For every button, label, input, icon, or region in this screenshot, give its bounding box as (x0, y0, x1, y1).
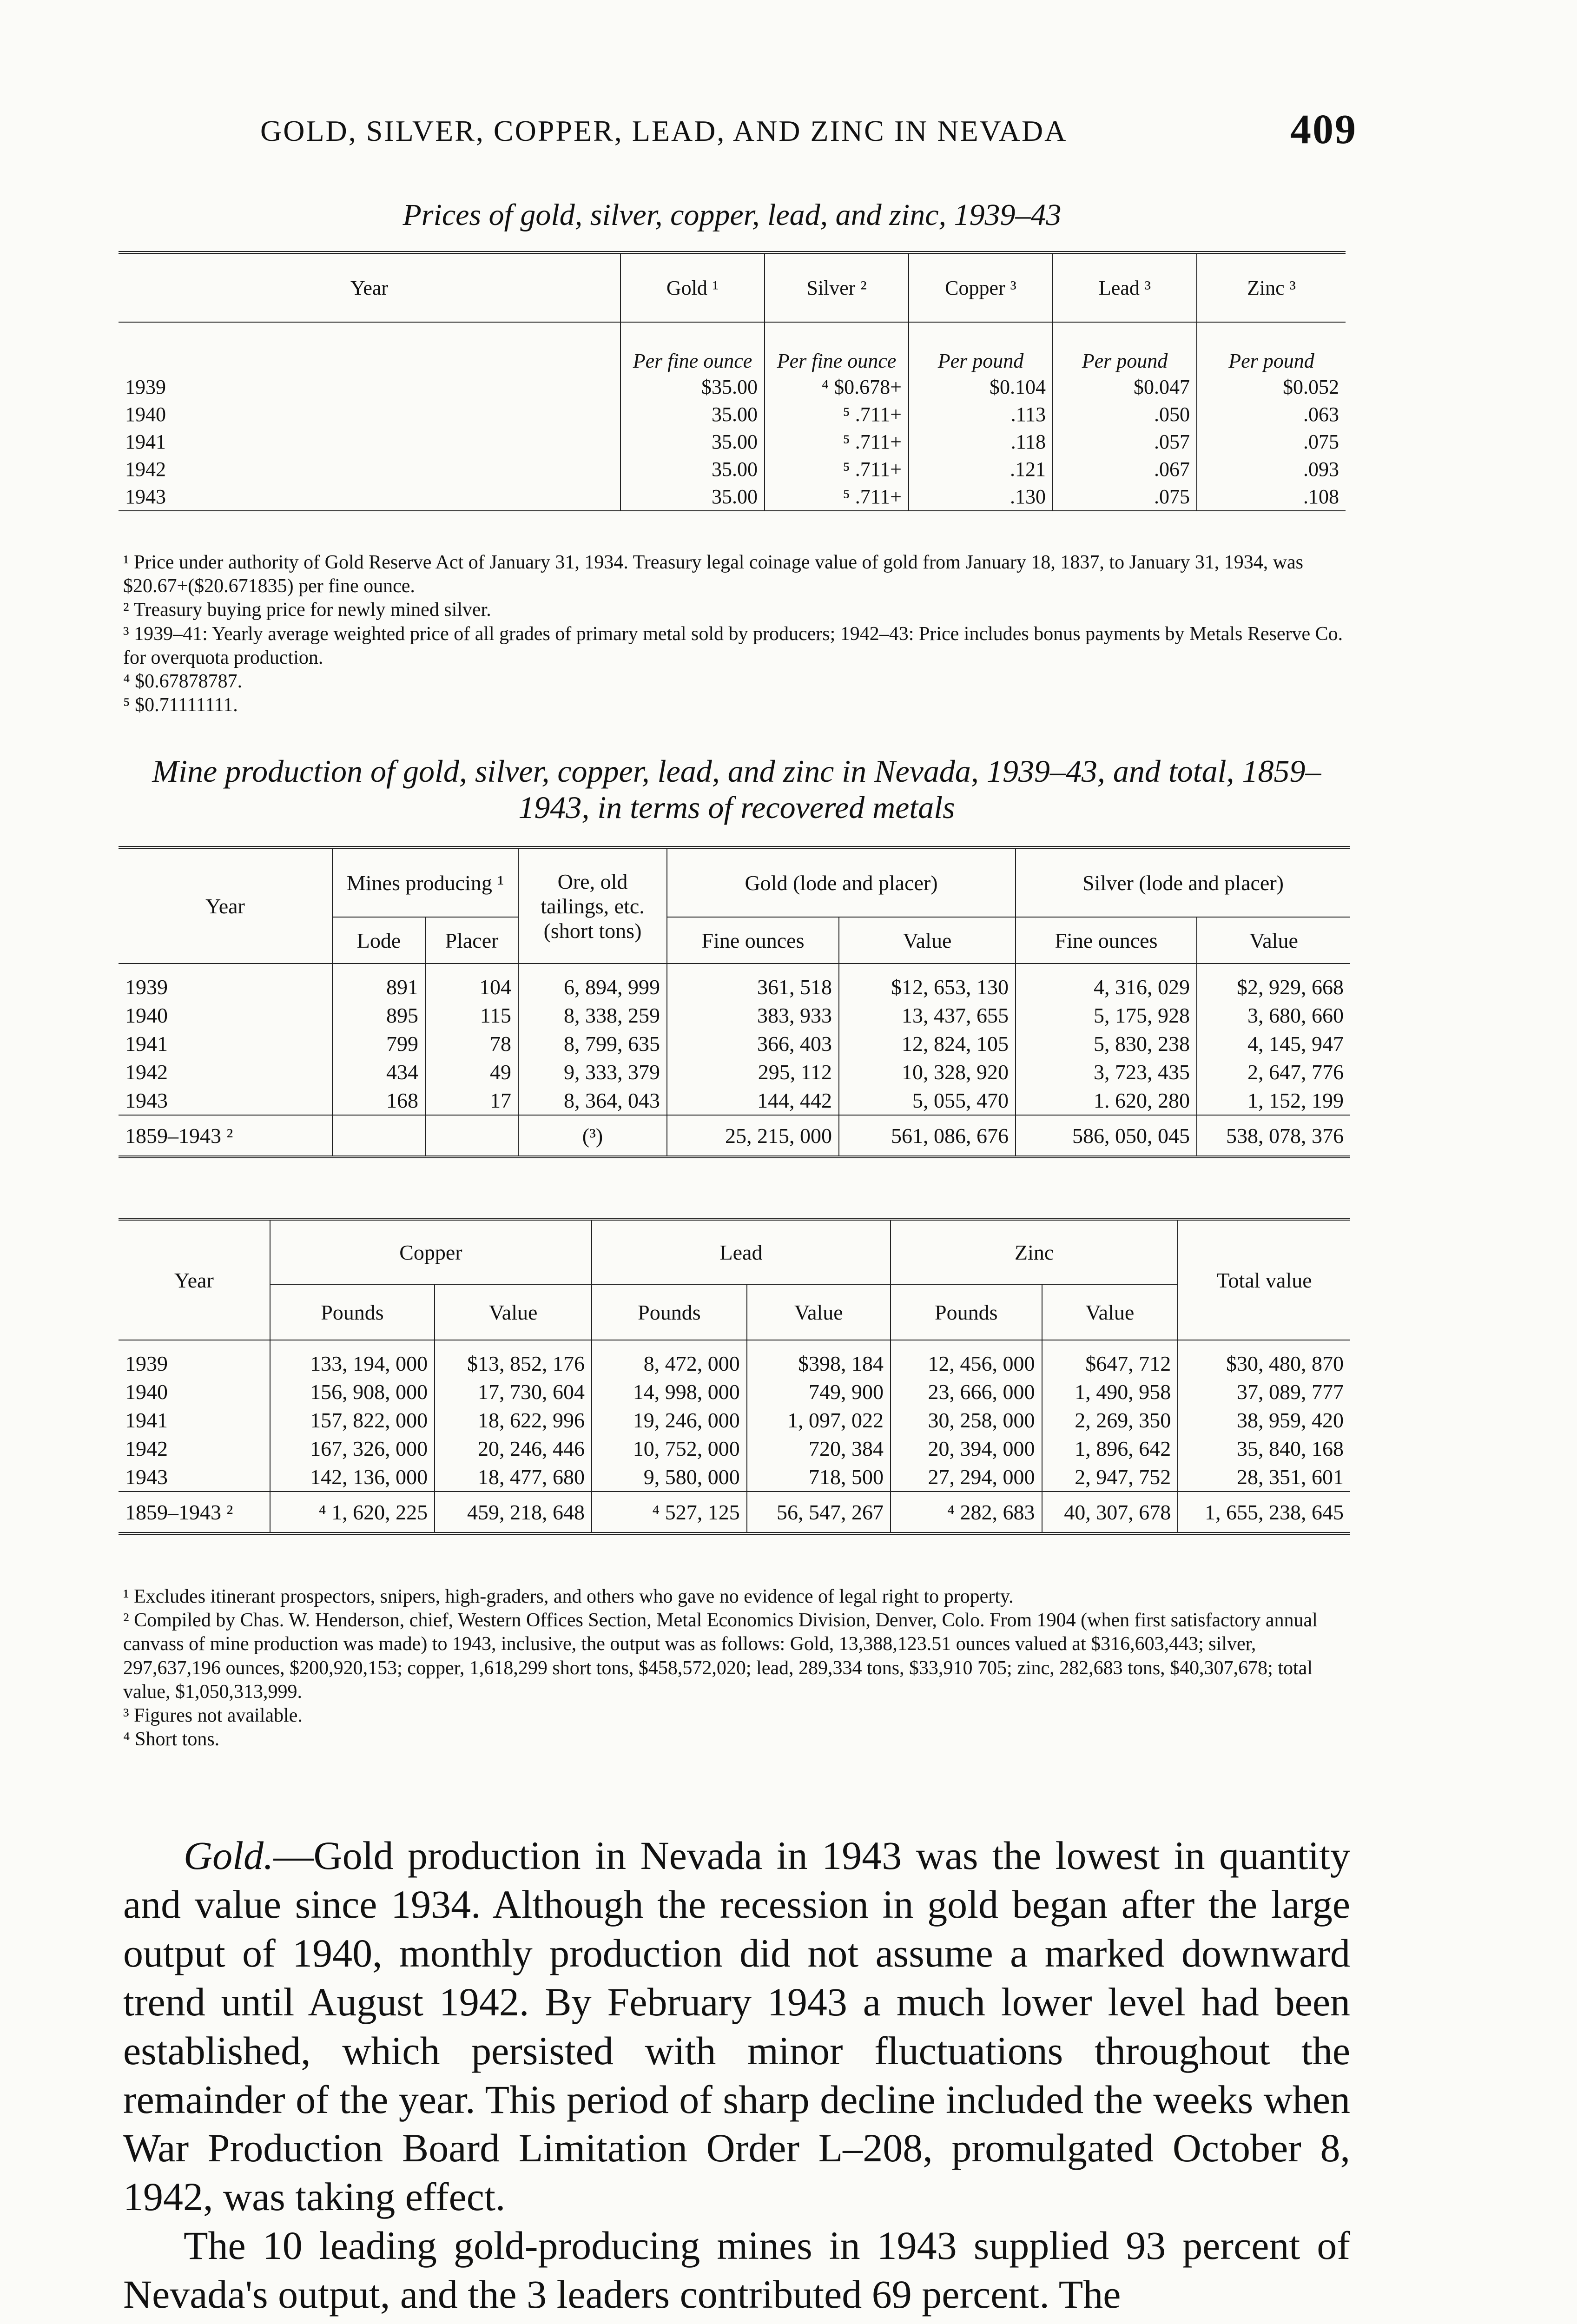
zinc-value-cell: 2, 947, 752 (1042, 1463, 1178, 1492)
lead-pounds-cell: 19, 246, 000 (592, 1406, 747, 1434)
total-value-cell: 38, 959, 420 (1178, 1406, 1350, 1434)
silver-oz-cell: 586, 050, 045 (1016, 1115, 1197, 1157)
year-cell: 1939 (125, 1352, 168, 1375)
silver-value-cell: 2, 647, 776 (1197, 1058, 1350, 1086)
zinc-price: $0.052 (1197, 373, 1346, 401)
placer-cell: 49 (425, 1058, 518, 1086)
year-cell: 1943 (125, 1465, 168, 1489)
gold-price: 35.00 (620, 401, 765, 428)
header-title: GOLD, SILVER, COPPER, LEAD, AND ZINC IN NEVADA (260, 114, 1068, 147)
total-label: 1859–1943 ² (125, 1500, 233, 1524)
ore-cell: 6, 894, 999 (518, 973, 667, 1001)
silver-value-cell: 4, 145, 947 (1197, 1030, 1350, 1058)
table-row (119, 1001, 1350, 1030)
silver-price: ⁴ $0.678+ (765, 373, 909, 401)
copper-pounds-cell: 157, 822, 000 (270, 1406, 435, 1434)
footnote: ⁴ $0.67878787. (123, 671, 243, 693)
placer-cell: 17 (425, 1086, 518, 1115)
year-cell: 1942 (125, 458, 166, 481)
year-cell: 1943 (125, 1089, 168, 1112)
gold-oz-cell: 361, 518 (667, 973, 839, 1001)
prices-header-row (119, 252, 1346, 322)
ore-cell: (³) (518, 1115, 667, 1157)
col-zinc: Zinc (891, 1219, 1178, 1284)
production-footnotes (123, 1585, 1350, 1752)
total-value-cell: 37, 089, 777 (1178, 1378, 1350, 1406)
zinc-value-cell: 2, 269, 350 (1042, 1406, 1178, 1434)
lead-pounds-cell: ⁴ 527, 125 (592, 1492, 747, 1533)
col-copper-pounds: Pounds (270, 1284, 435, 1340)
col-silver-ounces: Fine ounces (1016, 917, 1197, 964)
unit-lead: Per pound (1053, 322, 1197, 373)
gold-value-cell: 12, 824, 105 (839, 1030, 1016, 1058)
zinc-value-cell: 1, 490, 958 (1042, 1378, 1178, 1406)
footnote: ⁴ Short tons. (123, 1729, 220, 1750)
zinc-price: .093 (1197, 456, 1346, 483)
col-silver-value: Value (1197, 917, 1350, 964)
col-lead-value: Value (747, 1284, 891, 1340)
lode-cell (332, 1115, 425, 1157)
copper-price: .121 (909, 456, 1053, 483)
copper-pounds-cell: ⁴ 1, 620, 225 (270, 1492, 435, 1533)
production-header-row (119, 1219, 1350, 1284)
paragraph (123, 1831, 1350, 2221)
silver-oz-cell: 5, 175, 928 (1016, 1001, 1197, 1030)
prices-col-gold: Gold ¹ (620, 252, 765, 322)
total-row (119, 1492, 1350, 1533)
lead-price: .067 (1053, 456, 1197, 483)
zinc-price: .108 (1197, 483, 1346, 511)
col-gold-ounces: Fine ounces (667, 917, 839, 964)
table-row (119, 428, 1346, 456)
copper-pounds-cell: 167, 326, 000 (270, 1434, 435, 1463)
silver-value-cell: 1, 152, 199 (1197, 1086, 1350, 1115)
total-label: 1859–1943 ² (125, 1123, 233, 1148)
copper-price: $0.104 (909, 373, 1053, 401)
lead-value-cell: 749, 900 (747, 1378, 891, 1406)
total-value-cell: 35, 840, 168 (1178, 1434, 1350, 1463)
lead-pounds-cell: 10, 752, 000 (592, 1434, 747, 1463)
prices-col-zinc: Zinc ³ (1197, 252, 1346, 322)
paragraph-text: —Gold production in Nevada in 1943 was the lowest in quantity and value since 1934. Although the recession in gold began after the large output of 1940, monthly production did not assume a marked downward trend until August 1942. By February 1943 a much lower level had been established, which persisted with minor fluctuations throughout the remainder of the year. This period of sharp decline included the weeks when War Production Board Limitation Order L–208, promulgated October 8, 1942, was taking effect. (123, 1833, 1350, 2219)
lead-pounds-cell: 9, 580, 000 (592, 1463, 747, 1492)
col-copper: Copper (270, 1219, 592, 1284)
ore-cell: 8, 338, 259 (518, 1001, 667, 1030)
col-copper-value: Value (435, 1284, 592, 1340)
gold-value-cell: 13, 437, 655 (839, 1001, 1016, 1030)
silver-value-cell: 538, 078, 376 (1197, 1115, 1350, 1157)
footnote: ³ 1939–41: Yearly average weighted price of all grades of primary metal sold by producers; 1942–43: Price includes bonus payments by Metals Reserve Co. for overquota production. (123, 623, 1343, 668)
placer-cell: 104 (425, 973, 518, 1001)
col-placer: Placer (425, 917, 518, 964)
copper-value-cell: 20, 246, 446 (435, 1434, 592, 1463)
silver-price: ⁵ .711+ (765, 401, 909, 428)
total-value-cell: 1, 655, 238, 645 (1178, 1492, 1350, 1533)
lead-pounds-cell: 14, 998, 000 (592, 1378, 747, 1406)
gold-value-cell: 5, 055, 470 (839, 1086, 1016, 1115)
paragraph: The 10 leading gold-producing mines in 1943 supplied 93 percent of Nevada's output, and the 3 leaders contributed 69 percent. The (123, 2223, 1350, 2317)
zinc-price: .063 (1197, 401, 1346, 428)
col-lode: Lode (332, 917, 425, 964)
year-cell: 1941 (125, 1408, 168, 1432)
copper-price: .113 (909, 401, 1053, 428)
col-gold: Gold (lode and placer) (667, 847, 1016, 917)
table-row (119, 401, 1346, 428)
lead-price: $0.047 (1053, 373, 1197, 401)
gold-oz-cell: 366, 403 (667, 1030, 839, 1058)
zinc-value-cell: 1, 896, 642 (1042, 1434, 1178, 1463)
silver-value-cell: $2, 929, 668 (1197, 973, 1350, 1001)
copper-value-cell: $13, 852, 176 (435, 1349, 592, 1378)
lead-value-cell: 720, 384 (747, 1434, 891, 1463)
table-row (119, 483, 1346, 511)
ore-cell: 8, 364, 043 (518, 1086, 667, 1115)
copper-value-cell: 17, 730, 604 (435, 1378, 592, 1406)
gold-oz-cell: 295, 112 (667, 1058, 839, 1086)
prices-table (119, 251, 1346, 511)
placer-cell: 115 (425, 1001, 518, 1030)
silver-price: ⁵ .711+ (765, 483, 909, 511)
lead-value-cell: 1, 097, 022 (747, 1406, 891, 1434)
zinc-pounds-cell: 12, 456, 000 (891, 1349, 1042, 1378)
table-row (119, 1349, 1350, 1378)
col-gold-value: Value (839, 917, 1016, 964)
gold-oz-cell: 144, 442 (667, 1086, 839, 1115)
gold-price: 35.00 (620, 483, 765, 511)
placer-cell (425, 1115, 518, 1157)
copper-pounds-cell: 156, 908, 000 (270, 1378, 435, 1406)
gold-price: 35.00 (620, 428, 765, 456)
zinc-price: .075 (1197, 428, 1346, 456)
year-cell: 1941 (125, 1032, 168, 1056)
year-cell: 1943 (125, 485, 166, 508)
lead-value-cell: $398, 184 (747, 1349, 891, 1378)
col-total-value: Total value (1178, 1219, 1350, 1340)
production-table-gold-silver (119, 846, 1350, 1158)
table-row (119, 1086, 1350, 1115)
lead-price: .075 (1053, 483, 1197, 511)
prices-col-lead: Lead ³ (1053, 252, 1197, 322)
production-caption: Mine production of gold, silver, copper, lead, and zinc in Nevada, 1939–43, and total, 1859–1943, in terms of recovered metals (152, 753, 1321, 825)
lead-value-cell: 56, 547, 267 (747, 1492, 891, 1533)
col-year: Year (174, 1268, 214, 1292)
table-row (119, 1378, 1350, 1406)
lead-price: .050 (1053, 401, 1197, 428)
col-silver: Silver (lode and placer) (1016, 847, 1350, 917)
year-cell: 1940 (125, 403, 166, 426)
table-row (119, 1406, 1350, 1434)
year-cell: 1941 (125, 430, 166, 453)
silver-price: ⁵ .711+ (765, 456, 909, 483)
col-year: Year (205, 894, 245, 918)
zinc-value-cell: $647, 712 (1042, 1349, 1178, 1378)
total-value-cell: 28, 351, 601 (1178, 1463, 1350, 1492)
copper-price: .130 (909, 483, 1053, 511)
silver-oz-cell: 3, 723, 435 (1016, 1058, 1197, 1086)
col-zinc-pounds: Pounds (891, 1284, 1042, 1340)
footnote: ¹ Price under authority of Gold Reserve Act of January 31, 1934. Treasury legal coinage value of gold from January 18, 1837, to January 31, 1934, was $20.67+($20.671835) per fine ounce. (123, 552, 1304, 597)
zinc-pounds-cell: ⁴ 282, 683 (891, 1492, 1042, 1533)
year-cell: 1940 (125, 1004, 168, 1027)
ore-cell: 8, 799, 635 (518, 1030, 667, 1058)
gold-value-cell: 10, 328, 920 (839, 1058, 1016, 1086)
production-subheader-row (119, 1284, 1350, 1340)
col-lead: Lead (592, 1219, 891, 1284)
placer-cell: 78 (425, 1030, 518, 1058)
year-cell: 1940 (125, 1380, 168, 1404)
year-cell: 1939 (125, 376, 166, 398)
lode-cell: 434 (332, 1058, 425, 1086)
silver-oz-cell: 4, 316, 029 (1016, 973, 1197, 1001)
table-row (119, 1463, 1350, 1492)
col-lead-pounds: Pounds (592, 1284, 747, 1340)
ore-cell: 9, 333, 379 (518, 1058, 667, 1086)
copper-value-cell: 459, 218, 648 (435, 1492, 592, 1533)
lode-cell: 168 (332, 1086, 425, 1115)
footnote: ¹ Excludes itinerant prospectors, snipers, high-graders, and others who gave no evidence of legal right to property. (123, 1586, 1014, 1607)
footnote: ² Treasury buying price for newly mined silver. (123, 599, 491, 621)
col-zinc-value: Value (1042, 1284, 1178, 1340)
table-row (119, 973, 1350, 1001)
prices-caption: Prices of gold, silver, copper, lead, and zinc, 1939–43 (402, 198, 1062, 232)
gold-oz-cell: 383, 933 (667, 1001, 839, 1030)
gold-value-cell: $12, 653, 130 (839, 973, 1016, 1001)
prices-footnotes (123, 551, 1350, 718)
production-header-row (119, 847, 1350, 917)
unit-gold: Per fine ounce (620, 322, 765, 373)
table-row (119, 373, 1346, 401)
gold-price: $35.00 (620, 373, 765, 401)
copper-pounds-cell: 142, 136, 000 (270, 1463, 435, 1492)
col-ore: Ore, old tailings, etc. (short tons) (518, 847, 667, 964)
year-cell: 1939 (125, 975, 168, 999)
silver-oz-cell: 5, 830, 238 (1016, 1030, 1197, 1058)
copper-pounds-cell: 133, 194, 000 (270, 1349, 435, 1378)
col-mines-producing: Mines producing ¹ (332, 847, 518, 917)
year-cell: 1942 (125, 1437, 168, 1460)
gold-oz-cell: 25, 215, 000 (667, 1115, 839, 1157)
page-number: 409 (1290, 106, 1357, 152)
zinc-pounds-cell: 23, 666, 000 (891, 1378, 1042, 1406)
section-heading-gold: Gold. (184, 1833, 274, 1878)
silver-price: ⁵ .711+ (765, 428, 909, 456)
copper-value-cell: 18, 477, 680 (435, 1463, 592, 1492)
lead-price: .057 (1053, 428, 1197, 456)
lode-cell: 891 (332, 973, 425, 1001)
gold-price: 35.00 (620, 456, 765, 483)
prices-col-silver: Silver ² (765, 252, 909, 322)
zinc-pounds-cell: 20, 394, 000 (891, 1434, 1042, 1463)
prices-col-year: Year (350, 276, 389, 299)
footnote: ⁵ $0.71111111. (123, 694, 238, 716)
table-row (119, 456, 1346, 483)
prices-unit-row (119, 322, 1346, 373)
copper-price: .118 (909, 428, 1053, 456)
body-text (123, 1831, 1350, 2319)
zinc-pounds-cell: 30, 258, 000 (891, 1406, 1042, 1434)
prices-col-copper: Copper ³ (909, 252, 1053, 322)
production-table-copper-lead-zinc (119, 1218, 1350, 1535)
copper-value-cell: 18, 622, 996 (435, 1406, 592, 1434)
gold-value-cell: 561, 086, 676 (839, 1115, 1016, 1157)
table-row (119, 1434, 1350, 1463)
year-cell: 1942 (125, 1060, 168, 1084)
unit-zinc: Per pound (1197, 322, 1346, 373)
silver-oz-cell: 1. 620, 280 (1016, 1086, 1197, 1115)
lead-value-cell: 718, 500 (747, 1463, 891, 1492)
total-value-cell: $30, 480, 870 (1178, 1349, 1350, 1378)
zinc-pounds-cell: 27, 294, 000 (891, 1463, 1042, 1492)
zinc-value-cell: 40, 307, 678 (1042, 1492, 1178, 1533)
running-header (260, 106, 1357, 152)
table-row (119, 1030, 1350, 1058)
unit-silver: Per fine ounce (765, 322, 909, 373)
total-row (119, 1115, 1350, 1157)
table-row (119, 1058, 1350, 1086)
lode-cell: 895 (332, 1001, 425, 1030)
footnote: ³ Figures not available. (123, 1705, 303, 1727)
unit-copper: Per pound (909, 322, 1053, 373)
lead-pounds-cell: 8, 472, 000 (592, 1349, 747, 1378)
lode-cell: 799 (332, 1030, 425, 1058)
footnote: ² Compiled by Chas. W. Henderson, chief, Western Offices Section, Metal Economics Division, Denver, Colo. From 1904 (when first satisfactory annual canvass of mine production was made) to 1943, inclusive, the output was as follows: Gold, 13,388,123.51 ounces valued at $316,603,443; silver, 297,637,196 ounces, $200,920,153; copper, 1,618,299 short tons, $458,572,020; lead, 289,334 tons, $33,910 705; zinc, 282,683 tons, $40,307,678; total value, $1,050,313,999. (123, 1610, 1318, 1703)
silver-value-cell: 3, 680, 660 (1197, 1001, 1350, 1030)
